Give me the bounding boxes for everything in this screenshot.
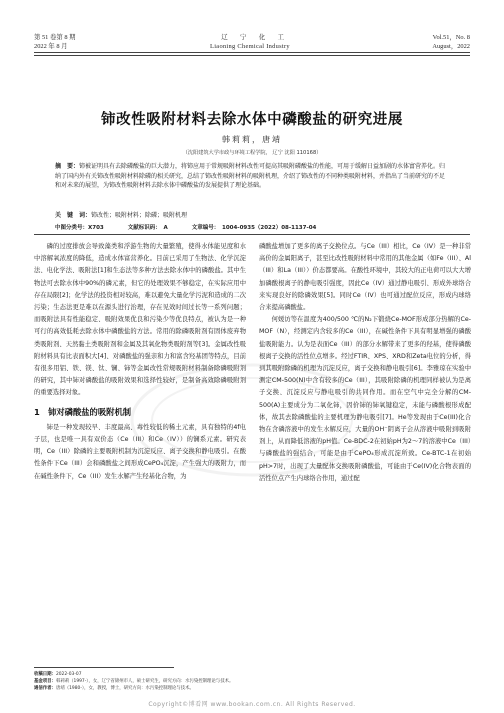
- section-heading: 1 铈对磷酸盐的吸附机制: [34, 406, 132, 417]
- received-date-line: [34, 671, 434, 678]
- affiliation: （沈阳建筑大学市政与环境工程学院， 辽宁 沈阳 110168）: [182, 150, 322, 156]
- classification-line: [55, 223, 449, 231]
- running-header: [34, 34, 470, 51]
- copyright-footer: Copyright©博看网 www.bookan.com.cn. All Rights Reserved.: [148, 701, 356, 708]
- mechanism-paragraph: 何媛访等在温度为400/500 ℃的N₂下锻烧Ce-MOF形成部分热解的Ce-MOF（N），经测定内含较多的Ce（III），在碱性条件下具有明显增强的磷酸盐吸附能力。认为是表面Ce（III）的部分水解带来了更多的羟基，使得磷酸根离子交换的活性位点增多。经过FTIR、XPS、XRD和Zeta电位的分析，得到其吸附除磷的机理为沉淀反应，离子交换和静电吸引[6]。李雅琼在实验中测定CM-500(N)中含有较多的Ce（III），其吸附除磷的机理同样被认为是离子交换、沉淀反应与静电吸引的共同作用。而在空气中完全分解的CM-500(A)主要成分为二氧化铈，因价铈的铈氧键稳定，未能与磷酸根形成配体，故其去除磷酸盐的主要机理为静电吸引[7]。He等发现由于Ce(III)化合物在含磷溶液中的发生水解反应，大量的OH⁻阴离子会从溶液中吸附到吸附剂上，从而降低溶液的pH值。Ce-BDC-2在初始pH为2～7的溶液中Ce（III）与磷酸盐的强结合，可能是由于CePO₄形成沉淀所致。Ce-BTC-1在初始pH>7时，出现了大量配体交换吸附磷酸盐，可能由于Ce(IV)化合物表面的活性位点产生内球络合作用，通过配: [259, 316, 471, 482]
- section-paragraph: 铈是一种发现较早、丰度最高、毒性较低的稀土元素，具有独特的4f电子层，也是唯一具有双价态（Ce（III）和Ce（IV））的镧系元素。研究表明，Ce（III）除磷的主要吸附机制为沉淀反应、离子交换和静电吸引。在酸性条件下Ce（III）会和磷酸盐之间形成CePO₄沉淀，产生强大的吸附力，而在碱性条件下，Ce（III）发生水解产生羟基化合物，为: [34, 423, 246, 480]
- footnotes: [34, 671, 434, 692]
- abstract-label: 摘 要：: [55, 163, 80, 170]
- date-en: August，2022: [432, 42, 470, 50]
- received-label: 收稿日期：: [34, 672, 56, 677]
- keywords-text: 铈改性；吸附材料；除磷；吸附机理: [91, 212, 188, 219]
- volume-en: Vol.51，No. 8: [432, 34, 470, 41]
- continued-paragraph: 磷酸盐增加了更多的离子交换位点。与Ce（III）相比，Ce（IV）是一种非常高价的金属阳离子，甚至比改性吸附材料中常用的其他金属（如Fe（III）、Al（III）和La（III））价态都要高。在酸性环境中，其较大的正电荷可以大大增加磷酸根离子的静电吸引强度，因此Ce（IV）通过静电吸引、形成外球络合来实现良好的除磷效果[5]。同时Ce（IV）也可通过配位反应，形成内球络合来提高磷酸盐。: [259, 243, 471, 312]
- article-number: 文章编号： 1004-0935（2022）08-1137-04: [191, 225, 317, 231]
- clc-number: 中图分类号：X703: [55, 225, 104, 231]
- footnote-rule: [34, 667, 174, 668]
- corresponding-label: 通信作者：: [34, 686, 56, 691]
- author-list: 韩莉莉，唐靖: [222, 135, 282, 144]
- abstract: [55, 162, 449, 191]
- volume-cn: 第 51 卷第 8 期: [34, 34, 76, 41]
- header-rule-top: [34, 52, 470, 53]
- corresponding-text: 唐靖（1980-），女，教授，博士，研究方向：水污染控制理论与技术。: [55, 686, 194, 691]
- journal-name-cn: 辽 宁 化 工: [221, 34, 287, 41]
- abstract-text: 铈被证明具有去除磷酸盐的巨大潜力，将铈应用于常规吸附材料改性可提高其吸附磷酸盐的性能，可用于缓解日益加剧的水体富营养化。归纳了国内外有关铈改性吸附材料除磷的相关研究，总结了铈改性吸附材料的吸附机理，介绍了铈改性的不同种类吸附材料，并指出了当前研究的不足和对未来的展望，为铈改性吸附材料去除水体中磷酸盐的发展提供了理论基础。: [55, 163, 446, 190]
- corresponding-author-line: [34, 685, 434, 692]
- journal-name-en: Liaoning Chemical Industry: [210, 42, 290, 50]
- date-cn: 2022 年 8 月: [34, 42, 68, 50]
- left-column: [34, 241, 246, 483]
- right-column: [259, 241, 471, 485]
- fund-label: 基金项目：: [34, 679, 56, 684]
- article-title: 铈改性吸附材料去除水体中磷酸盐的研究进展: [101, 112, 403, 128]
- fund-text: 韩莉莉（1997-），女，辽宁省锦州市人，硕士研究生，研究方向：水污染控制理论与技术。: [55, 679, 234, 684]
- keywords: [55, 211, 449, 220]
- document-code: 文献标识码： A: [127, 225, 168, 231]
- keywords-label: 关 键 词：: [55, 212, 92, 219]
- intro-paragraph: 磷的过度排放会导致藻类和浮游生物的大量繁殖，使得水体能见度和水中溶解氧浓度的降低，造成水体富营养化。目前已采用了生物法、化学沉淀法、电化学法、吸附法[1]和生态法等多种方法去除水体中的磷酸盐。其中生物法可去除水体中90%的磷元素，但它的处理效果不够稳定，在实际应用中存在局限[2]；化学法的投资相对较高，难以避免大量化学污泥和造成的二次污染；生态法更是难以在源头进行治理，存在见效时间过长等一系列问题；而吸附法具有性能稳定、吸附效果优良和污染少等优良特点，被认为是一种可行的高效低耗去除水体中磷酸盐的方法。常用的除磷吸附剂有固体废弃物类吸附剂、天然黏土类吸附剂和金属及其氧化物类吸附剂等[3]。金属改性吸附材料具有比表面积大[4]、对磷酸盐的强亲和力和富含羟基团等特点，目前有很多用铝、铁、镁、钛、镧、铈等金属改性常规吸附材料制备除磷吸附剂的研究，其中铈对磷酸盐的吸附效果和选择性较好，是制备高效除磷吸附剂的重要选择对象。: [34, 243, 246, 397]
- fund-line: [34, 678, 434, 685]
- header-rule-bottom: [34, 55, 470, 56]
- abstract-rule: [34, 234, 470, 235]
- received-date: 2022-03-07: [55, 672, 82, 677]
